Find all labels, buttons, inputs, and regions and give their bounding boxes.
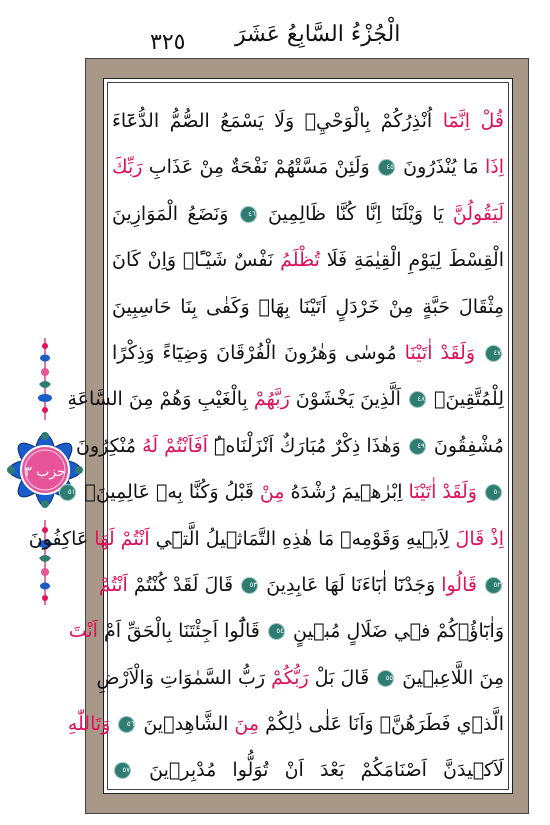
verse-text: لِلْمُتَّقِينَۙ [427,388,504,411]
page-number: ٣٢٥ [150,30,186,55]
verse-text: مِنَ اللَّاعِبٖينَ [396,666,504,689]
verse-line-8 [76,423,504,469]
verse-text: قَبْلُ وَكُنَّا بِهٖ عَالِمِينَۚ [78,481,260,504]
highlighted-word: اَنْتُمْ [98,573,128,596]
verse-text: عَاكِفُونَ [28,527,95,550]
verse-text: مُوسٰى وَهٰرُونَ الْفُرْقَانَ وَضِيَٓاءً وَذِكْرًا [112,341,405,364]
verse-line-5 [112,284,504,330]
highlighted-word: رَبِّكَ [112,156,143,179]
verse-text: قَالَ بَلْ [308,666,376,689]
highlighted-word: تُظْلَمُ [280,249,320,272]
verse-line-13 [96,655,504,701]
hizb-label: حزب ٣ [24,464,66,480]
ayah-number-marker: ٤٥ [378,159,395,176]
ayah-number-marker: ٥١ [59,484,76,501]
verse-line-4 [112,237,504,283]
verse-text: قَالَ لَقَدْ كُنْتُمْ [127,573,240,596]
verse-line-6 [112,330,504,376]
verse-line-2 [112,144,504,190]
verse-line-15 [112,747,504,793]
verse-text: الْقِسْطَ لِيَوْمِ الْقِيٰمَةِ فَلَا [319,249,504,272]
verse-line-7 [67,376,504,422]
ayah-number-marker: ٤٨ [409,391,426,408]
ayah-number-marker: ٤٦ [240,206,257,223]
ayah-number-marker: ٤٧ [485,345,502,362]
verse-text: رَبُّ السَّمٰوَاتِ وَالْاَرْضِ [96,666,272,689]
verse-text: اُنْذِرُكُمْ بِالْوَحْيِۘ وَلَا يَسْمَعُ الصُّمُّ الدُّعَٓاءَ [112,110,443,132]
verse-line-12 [68,608,504,654]
verse-line-14 [67,701,504,747]
verse-text: نَفْسٌ شَيْـًٔاۜ وَاِنْ كَانَ [112,249,281,272]
highlighted-word: اِذَا [484,156,504,179]
verse-text: يَا وَيْلَنَٓا اِنَّا كُنَّا ظَالِمِينَ [258,202,453,225]
verse-text: وَلَئِنْ مَسَّتْهُمْ نَفْحَةٌ مِنْ عَذَابِ [142,156,376,179]
ayah-number-marker: ٥٠ [485,484,502,501]
highlighted-word: وَلَقَدْ اٰتَيْنَا [408,481,483,504]
verse-text: مَا يُنْذَرُونَ [396,156,485,179]
highlighted-word: قُلْ اِنَّمَٓا [442,110,504,132]
highlighted-word: اَنْتَ [68,620,98,643]
highlighted-word: مِنَ [234,713,260,736]
verse-line-1 [112,98,504,144]
verse-text: لِاَبٖيهِ وَقَوْمِهٖ مَا هٰذِهِ التَّمَاثٖيلُ الَّتٖٓي [149,527,456,550]
highlighted-word: لَيَقُولُنَّ [452,202,504,225]
highlighted-word: قَالُوا [441,573,483,596]
verse-text: مُنْكِرُونَ [76,434,143,457]
ayah-number-marker: ٥٣ [241,577,258,594]
verse-text: اَلَّذِينَ يَخْشَوْنَ [289,388,407,411]
verse-line-11 [98,562,504,608]
highlighted-word: رَبُّكُمْ [271,666,309,689]
verse-text: وَنَضَعُ الْمَوَازِينَ [112,202,238,225]
ayah-number-marker: ٥٦ [118,716,135,733]
verse-text: اِبْرٰهٖيمَ رُشْدَهُ [284,481,409,504]
floral-chain-top [38,338,52,420]
verse-text: وَهٰذَا ذِكْرٌ مُبَارَكٌ اَنْزَلْنَاهُۜ [207,434,407,457]
verse-text: قَالُٓوا اَجِئْتَنَا بِالْحَقِّ اَمْ [97,620,266,643]
ayah-number-marker: ٤٩ [409,438,426,455]
verse-line-9 [67,469,504,515]
verse-text: الَّذٖي فَطَرَهُنَّۘ وَاَنَا عَلٰى ذٰلِكُمْ [259,713,504,736]
highlighted-word: وَلَقَدْ اٰتَيْنَا [404,341,484,364]
highlighted-word: اَفَاَنْتُمْ لَهُ [142,434,208,457]
ayah-number-marker: ٥٥ [377,670,394,687]
highlighted-word: اِذْ قَالَ [455,527,504,550]
ayah-number-marker: ٥٤ [268,623,285,640]
juz-title: الْجُزْءُ السَّابِعُ عَشَرَ [235,22,401,47]
verse-text: لَاَكٖيدَنَّ اَصْنَامَكُمْ بَعْدَ اَنْ تُوَلُّوا مُدْبِرٖينَ [133,759,504,782]
verse-line-3 [112,191,504,237]
highlighted-word: مِنْ [259,481,285,504]
verse-text: الشَّاهِدٖينَ [137,713,235,736]
ayah-number-marker: ٥٢ [485,577,502,594]
verse-text: وَاٰبَٓاؤُ۬كُمْ فٖي ضَلَالٍ مُبٖينٍ [286,620,504,643]
highlighted-word: وَتَاللّٰهِ [67,713,117,736]
highlighted-word: اَنْتُمْ لَهَا [94,527,150,550]
verse-text: مُشْفِقُونَ [427,434,504,457]
highlighted-word: رَبَّهُمْ [253,388,290,411]
verse-text: بِالْغَيْبِ وَهُمْ مِنَ السَّاعَةِ [67,388,254,411]
verse-text: مِثْقَالَ حَبَّةٍ مِنْ خَرْدَلٍ اَتَيْنَا بِهَاۜ وَكَفٰى بِنَا حَاسِبِينَ [112,295,504,318]
verse-line-10 [28,516,504,562]
ayah-number-marker: ٥٧ [114,762,131,779]
verse-text: وَجَدْنَٓا اٰبَٓاءَنَا لَهَا عَابِدِينَ [260,573,442,596]
